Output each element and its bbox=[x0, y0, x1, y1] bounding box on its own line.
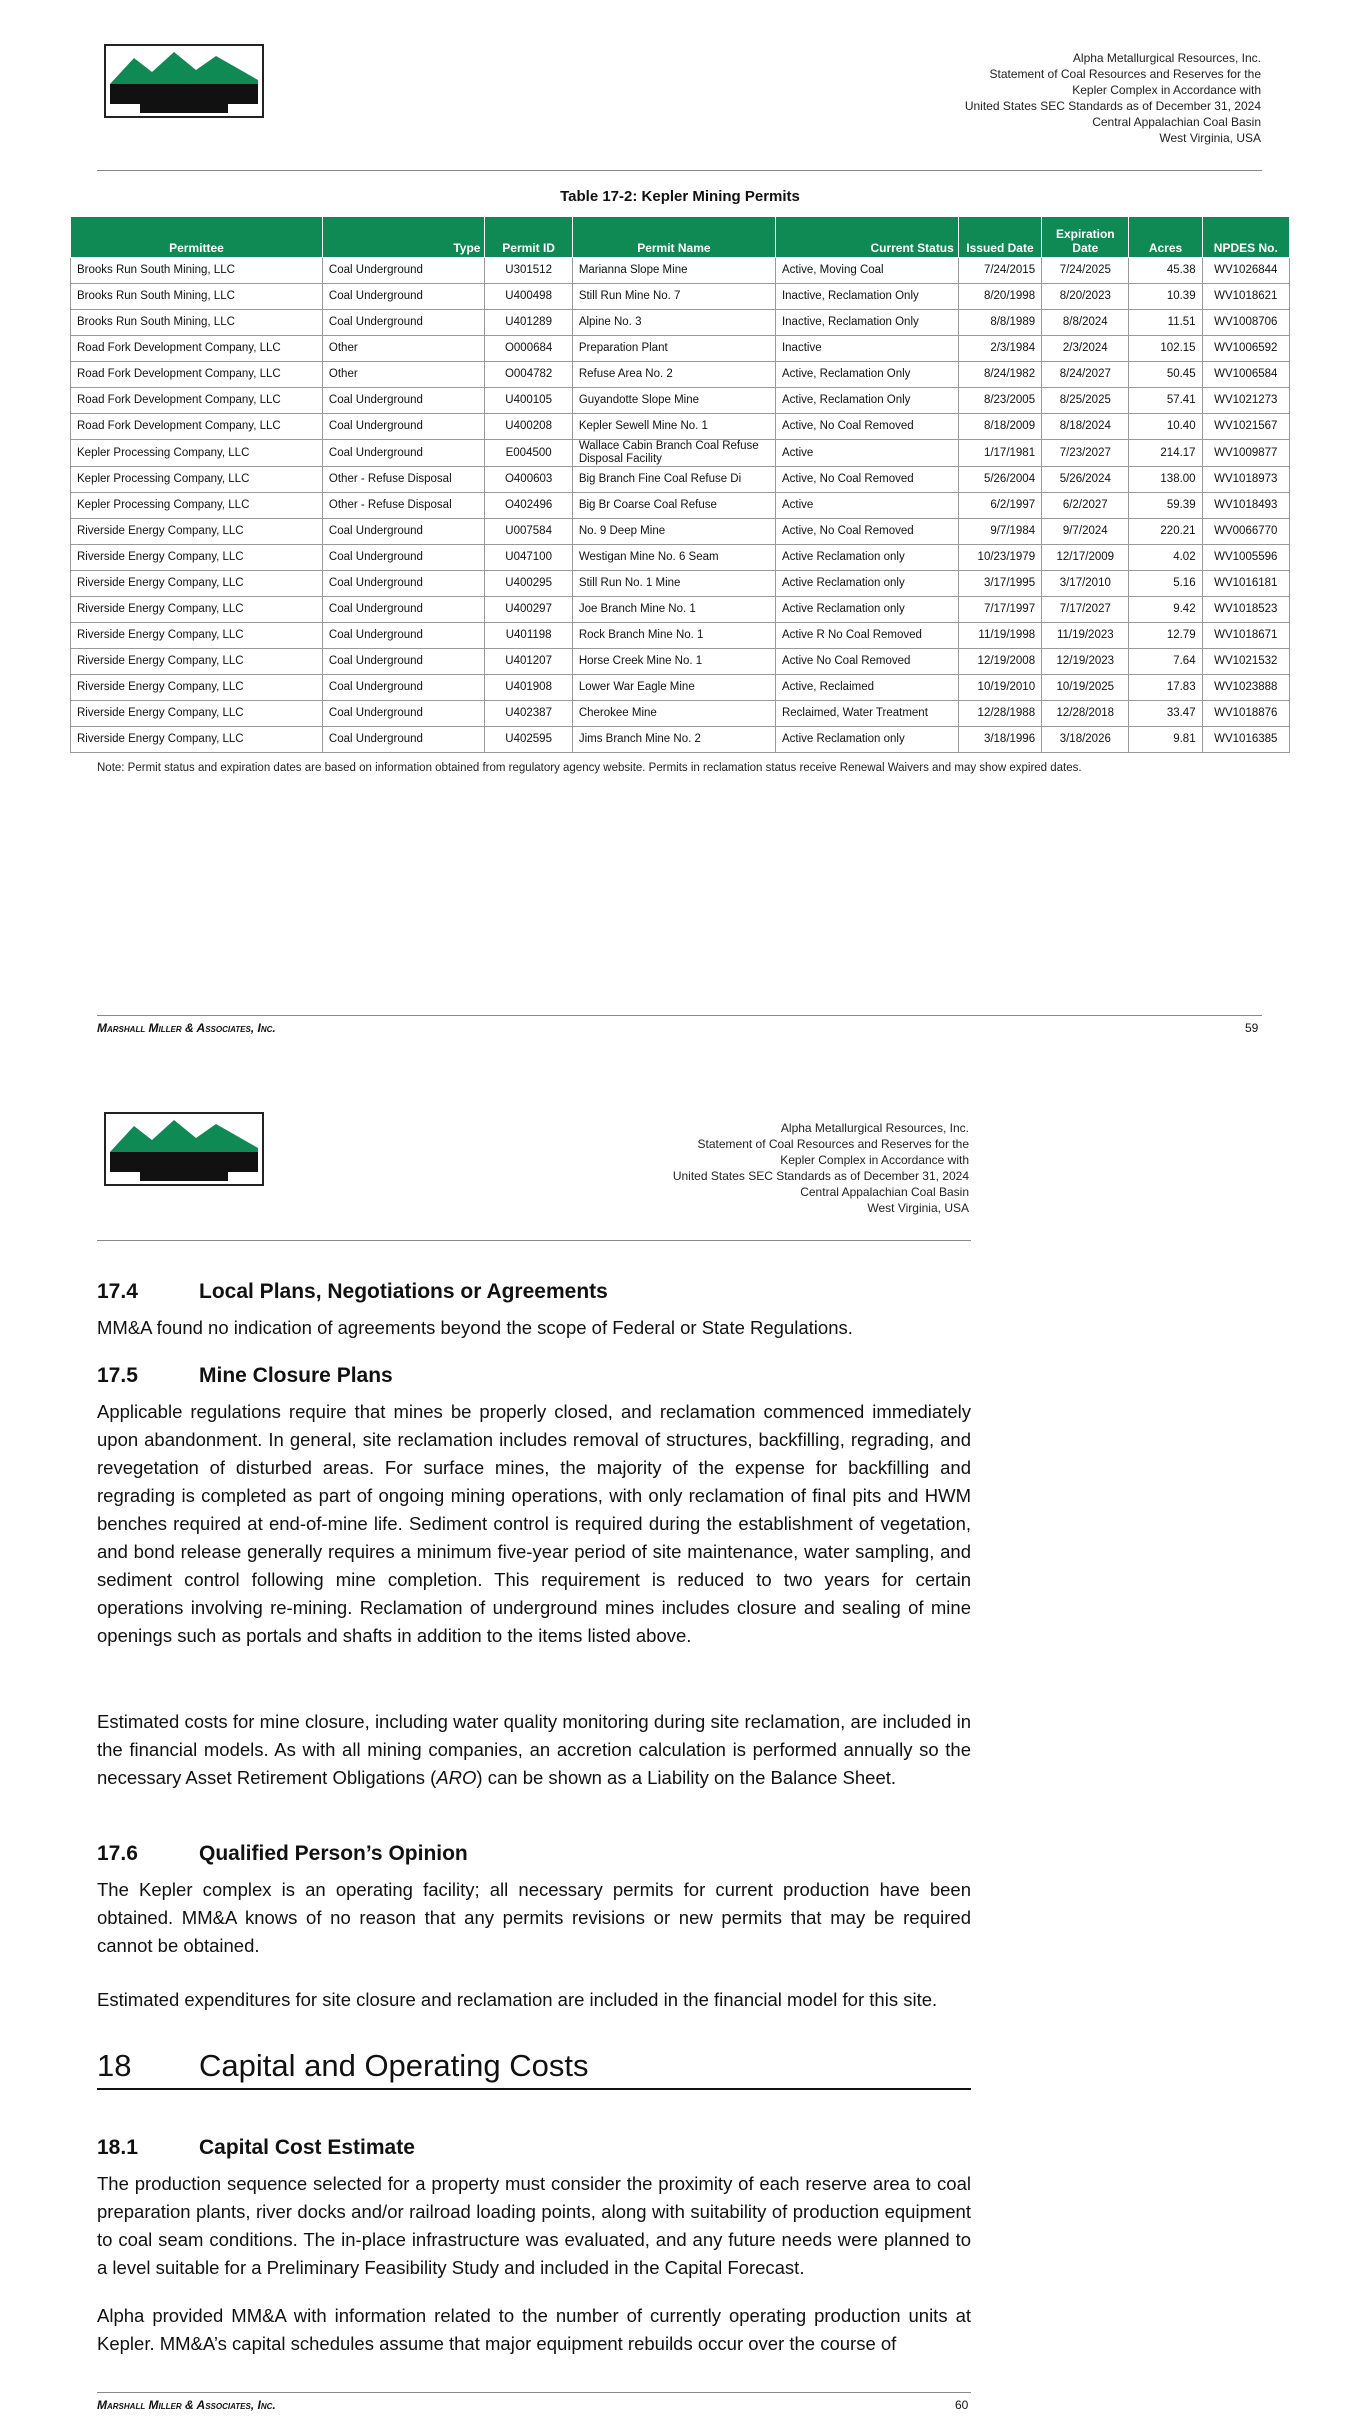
table-row bbox=[71, 701, 1290, 727]
paragraph bbox=[97, 1708, 971, 1792]
cell-npdes: WV1006592 bbox=[1202, 336, 1289, 362]
cell-permittee: Road Fork Development Company, LLC bbox=[71, 414, 323, 440]
cell-npdes: WV1018523 bbox=[1202, 597, 1289, 623]
cell-issued-date: 1/17/1981 bbox=[958, 440, 1041, 467]
cell-expiration-date: 8/18/2024 bbox=[1042, 414, 1129, 440]
cell-acres: 9.42 bbox=[1129, 597, 1202, 623]
cell-permittee: Riverside Energy Company, LLC bbox=[71, 571, 323, 597]
header-line: Statement of Coal Resources and Reserves for the bbox=[989, 67, 1261, 81]
table-row bbox=[71, 571, 1290, 597]
cell-current-status: Active bbox=[775, 440, 958, 467]
cell-acres: 10.40 bbox=[1129, 414, 1202, 440]
text-run: Estimated costs for mine closure, including water quality monitoring during site reclamation, are included in the financial models. As with all mining companies, an accretion calculation is performed annually so the necessary Asset Retirement Obligations ( bbox=[97, 1711, 971, 1788]
cell-npdes: WV1008706 bbox=[1202, 310, 1289, 336]
cell-type: Coal Underground bbox=[322, 623, 485, 649]
cell-npdes: WV1021273 bbox=[1202, 388, 1289, 414]
cell-npdes: WV1005596 bbox=[1202, 545, 1289, 571]
cell-npdes: WV1021532 bbox=[1202, 649, 1289, 675]
cell-acres: 12.79 bbox=[1129, 623, 1202, 649]
paragraph bbox=[97, 1876, 971, 1960]
cell-expiration-date: 7/17/2027 bbox=[1042, 597, 1129, 623]
cell-issued-date: 8/18/2009 bbox=[958, 414, 1041, 440]
cell-npdes: WV1018876 bbox=[1202, 701, 1289, 727]
cell-acres: 50.45 bbox=[1129, 362, 1202, 388]
col-header-acres: Acres bbox=[1129, 217, 1202, 258]
section-title: Mine Closure Plans bbox=[199, 1364, 393, 1387]
cell-type: Coal Underground bbox=[322, 310, 485, 336]
cell-acres: 33.47 bbox=[1129, 701, 1202, 727]
cell-permit-id: O400603 bbox=[485, 467, 572, 493]
cell-acres: 9.81 bbox=[1129, 727, 1202, 753]
cell-expiration-date: 7/23/2027 bbox=[1042, 440, 1129, 467]
cell-issued-date: 8/23/2005 bbox=[958, 388, 1041, 414]
cell-issued-date: 8/24/1982 bbox=[958, 362, 1041, 388]
cell-expiration-date: 8/24/2027 bbox=[1042, 362, 1129, 388]
cell-acres: 45.38 bbox=[1129, 258, 1202, 284]
cell-permit-id: U400297 bbox=[485, 597, 572, 623]
cell-permit-name: Preparation Plant bbox=[572, 336, 775, 362]
footer-company: Marshall Miller & Associates, Inc. bbox=[97, 2398, 276, 2412]
cell-permit-name: No. 9 Deep Mine bbox=[572, 519, 775, 545]
cell-permit-name: Big Br Coarse Coal Refuse bbox=[572, 493, 775, 519]
cell-permittee: Brooks Run South Mining, LLC bbox=[71, 284, 323, 310]
cell-expiration-date: 8/8/2024 bbox=[1042, 310, 1129, 336]
cell-npdes: WV1016385 bbox=[1202, 727, 1289, 753]
cell-permit-id: U402595 bbox=[485, 727, 572, 753]
cell-acres: 59.39 bbox=[1129, 493, 1202, 519]
table-title: Table 17-2: Kepler Mining Permits bbox=[560, 188, 800, 205]
cell-current-status: Active, No Coal Removed bbox=[775, 519, 958, 545]
cell-expiration-date: 5/26/2024 bbox=[1042, 467, 1129, 493]
table-row bbox=[71, 310, 1290, 336]
table-row bbox=[71, 362, 1290, 388]
cell-type: Other - Refuse Disposal bbox=[322, 493, 485, 519]
cell-issued-date: 12/28/1988 bbox=[958, 701, 1041, 727]
header-line: Statement of Coal Resources and Reserves for the bbox=[697, 1137, 969, 1151]
cell-issued-date: 5/26/2004 bbox=[958, 467, 1041, 493]
cell-current-status: Inactive, Reclamation Only bbox=[775, 310, 958, 336]
cell-acres: 17.83 bbox=[1129, 675, 1202, 701]
cell-type: Coal Underground bbox=[322, 284, 485, 310]
cell-npdes: WV1021567 bbox=[1202, 414, 1289, 440]
cell-permit-id: O000684 bbox=[485, 336, 572, 362]
paragraph-text: The production sequence selected for a property must consider the proximity of each reserve area to coal preparation plants, river docks and/or railroad loading points, along with suitability of production equipment to coal seam conditions. The in-place infrastructure was evaluated, and any future needs were planned to a level suitable for a Preliminary Feasibility Study and included in the Capital Forecast. bbox=[97, 2173, 971, 2278]
header-line: United States SEC Standards as of December 31, 2024 bbox=[964, 99, 1261, 113]
header-line: Kepler Complex in Accordance with bbox=[1072, 83, 1261, 97]
cell-permittee: Riverside Energy Company, LLC bbox=[71, 701, 323, 727]
cell-acres: 7.64 bbox=[1129, 649, 1202, 675]
cell-expiration-date: 12/17/2009 bbox=[1042, 545, 1129, 571]
cell-permit-name: Big Branch Fine Coal Refuse Di bbox=[572, 467, 775, 493]
cell-permit-id: U400498 bbox=[485, 284, 572, 310]
section-heading-17-6 bbox=[97, 1842, 468, 1866]
cell-expiration-date: 9/7/2024 bbox=[1042, 519, 1129, 545]
cell-current-status: Active, Reclaimed bbox=[775, 675, 958, 701]
cell-type: Coal Underground bbox=[322, 519, 485, 545]
cell-permittee: Riverside Energy Company, LLC bbox=[71, 519, 323, 545]
cell-type: Other - Refuse Disposal bbox=[322, 467, 485, 493]
cell-npdes: WV1018621 bbox=[1202, 284, 1289, 310]
logo-graphic bbox=[104, 1112, 264, 1186]
col-header-expiration-date: Expiration Date bbox=[1042, 217, 1129, 258]
header-rule bbox=[97, 1240, 971, 1241]
cell-permittee: Riverside Energy Company, LLC bbox=[71, 649, 323, 675]
cell-permittee: Brooks Run South Mining, LLC bbox=[71, 258, 323, 284]
cell-npdes: WV1023888 bbox=[1202, 675, 1289, 701]
col-header-permit-id: Permit ID bbox=[485, 217, 572, 258]
section-number: 17.5 bbox=[97, 1364, 138, 1387]
paragraph bbox=[97, 1398, 971, 1650]
cell-permit-name: Alpine No. 3 bbox=[572, 310, 775, 336]
table-note: Note: Permit status and expiration dates are based on information obtained from regulatory agency website. Permits in reclamation status receive Renewal Waivers and may show expired dates. bbox=[97, 762, 1082, 774]
table-row bbox=[71, 597, 1290, 623]
cell-type: Coal Underground bbox=[322, 597, 485, 623]
cell-type: Coal Underground bbox=[322, 440, 485, 467]
cell-issued-date: 7/24/2015 bbox=[958, 258, 1041, 284]
report-header bbox=[673, 1120, 969, 1216]
table-header-row bbox=[71, 217, 1290, 258]
company-logo bbox=[104, 1112, 264, 1186]
cell-current-status: Active, Reclamation Only bbox=[775, 362, 958, 388]
cell-npdes: WV1016181 bbox=[1202, 571, 1289, 597]
cell-permittee: Road Fork Development Company, LLC bbox=[71, 362, 323, 388]
cell-permit-name: Kepler Sewell Mine No. 1 bbox=[572, 414, 775, 440]
cell-permit-id: O004782 bbox=[485, 362, 572, 388]
cell-npdes: WV1018973 bbox=[1202, 467, 1289, 493]
paragraph-text: Applicable regulations require that mines be properly closed, and reclamation commenced immediately upon abandonment. In general, site reclamation includes removal of structures, backfilling, regrading, and revegetation of disturbed areas. For surface mines, the majority of the expense for backfilling and regrading is completed as part of ongoing mining operations, with only reclamation of final pits and HWM benches required at end-of-mine life. Sediment control is required during the establishment of vegetation, and bond release generally requires a minimum five-year period of site maintenance, water sampling, and sediment control following mine completion. This requirement is reduced to two years for certain operations involving re-mining. Reclamation of underground mines includes closure and sealing of mine openings such as portals and shafts in addition to the items listed above. bbox=[97, 1401, 971, 1646]
cell-permit-name: Lower War Eagle Mine bbox=[572, 675, 775, 701]
cell-expiration-date: 3/17/2010 bbox=[1042, 571, 1129, 597]
header-line: Alpha Metallurgical Resources, Inc. bbox=[780, 1121, 969, 1135]
cell-expiration-date: 8/20/2023 bbox=[1042, 284, 1129, 310]
cell-npdes: WV1018493 bbox=[1202, 493, 1289, 519]
paragraph bbox=[97, 1314, 971, 1342]
section-number: 17.4 bbox=[97, 1280, 138, 1303]
cell-permit-name: Wallace Cabin Branch Coal Refuse Disposal Facility bbox=[572, 440, 775, 467]
cell-permittee: Riverside Energy Company, LLC bbox=[71, 727, 323, 753]
chapter-heading-18 bbox=[97, 2048, 971, 2090]
cell-permit-name: Marianna Slope Mine bbox=[572, 258, 775, 284]
cell-acres: 4.02 bbox=[1129, 545, 1202, 571]
cell-permittee: Kepler Processing Company, LLC bbox=[71, 440, 323, 467]
cell-current-status: Active bbox=[775, 493, 958, 519]
cell-permittee: Brooks Run South Mining, LLC bbox=[71, 310, 323, 336]
cell-issued-date: 6/2/1997 bbox=[958, 493, 1041, 519]
cell-type: Coal Underground bbox=[322, 701, 485, 727]
cell-acres: 138.00 bbox=[1129, 467, 1202, 493]
cell-current-status: Active Reclamation only bbox=[775, 727, 958, 753]
text-run-italic: ARO bbox=[436, 1767, 477, 1788]
cell-issued-date: 10/19/2010 bbox=[958, 675, 1041, 701]
cell-type: Coal Underground bbox=[322, 414, 485, 440]
logo-graphic bbox=[104, 44, 264, 118]
cell-acres: 214.17 bbox=[1129, 440, 1202, 467]
cell-permit-id: U401207 bbox=[485, 649, 572, 675]
permits-table-body bbox=[71, 258, 1290, 753]
cell-acres: 102.15 bbox=[1129, 336, 1202, 362]
cell-type: Other bbox=[322, 336, 485, 362]
cell-current-status: Active, Moving Coal bbox=[775, 258, 958, 284]
cell-permit-name: Still Run No. 1 Mine bbox=[572, 571, 775, 597]
cell-permit-id: U007584 bbox=[485, 519, 572, 545]
cell-current-status: Active, Reclamation Only bbox=[775, 388, 958, 414]
cell-expiration-date: 3/18/2026 bbox=[1042, 727, 1129, 753]
section-title: Capital Cost Estimate bbox=[199, 2136, 415, 2159]
cell-permit-id: U401198 bbox=[485, 623, 572, 649]
cell-type: Coal Underground bbox=[322, 258, 485, 284]
page-59 bbox=[0, 0, 1365, 1080]
text-run: ) can be shown as a Liability on the Balance Sheet. bbox=[476, 1767, 897, 1788]
paragraph bbox=[97, 2302, 971, 2358]
section-heading-17-5 bbox=[97, 1364, 393, 1388]
table-row bbox=[71, 388, 1290, 414]
table-row bbox=[71, 493, 1290, 519]
cell-current-status: Active Reclamation only bbox=[775, 571, 958, 597]
cell-type: Coal Underground bbox=[322, 649, 485, 675]
cell-permit-name: Still Run Mine No. 7 bbox=[572, 284, 775, 310]
section-number: 18.1 bbox=[97, 2136, 138, 2159]
cell-issued-date: 2/3/1984 bbox=[958, 336, 1041, 362]
cell-npdes: WV1018671 bbox=[1202, 623, 1289, 649]
page-number: 60 bbox=[955, 2398, 969, 2412]
cell-permit-name: Westigan Mine No. 6 Seam bbox=[572, 545, 775, 571]
header-line: Alpha Metallurgical Resources, Inc. bbox=[1072, 51, 1261, 65]
table-row bbox=[71, 440, 1290, 467]
cell-npdes: WV0066770 bbox=[1202, 519, 1289, 545]
cell-permittee: Riverside Energy Company, LLC bbox=[71, 545, 323, 571]
table-row bbox=[71, 284, 1290, 310]
table-row bbox=[71, 519, 1290, 545]
cell-issued-date: 8/8/1989 bbox=[958, 310, 1041, 336]
cell-expiration-date: 10/19/2025 bbox=[1042, 675, 1129, 701]
paragraph-text bbox=[97, 1708, 971, 1792]
cell-current-status: Inactive bbox=[775, 336, 958, 362]
cell-permit-name: Jims Branch Mine No. 2 bbox=[572, 727, 775, 753]
cell-type: Coal Underground bbox=[322, 545, 485, 571]
paragraph bbox=[97, 1986, 971, 2014]
cell-type: Coal Underground bbox=[322, 727, 485, 753]
col-header-permittee: Permittee bbox=[71, 217, 323, 258]
table-row bbox=[71, 467, 1290, 493]
page-number: 59 bbox=[1245, 1021, 1259, 1035]
section-title: Local Plans, Negotiations or Agreements bbox=[199, 1280, 608, 1303]
cell-permit-name: Rock Branch Mine No. 1 bbox=[572, 623, 775, 649]
cell-permit-id: O402496 bbox=[485, 493, 572, 519]
cell-permittee: Kepler Processing Company, LLC bbox=[71, 467, 323, 493]
cell-permit-name: Joe Branch Mine No. 1 bbox=[572, 597, 775, 623]
cell-current-status: Inactive, Reclamation Only bbox=[775, 284, 958, 310]
col-header-type: Type bbox=[322, 217, 485, 258]
table-row bbox=[71, 649, 1290, 675]
cell-current-status: Active Reclamation only bbox=[775, 545, 958, 571]
cell-permittee: Road Fork Development Company, LLC bbox=[71, 388, 323, 414]
cell-current-status: Active, No Coal Removed bbox=[775, 467, 958, 493]
col-header-issued-date: Issued Date bbox=[958, 217, 1041, 258]
cell-npdes: WV1009877 bbox=[1202, 440, 1289, 467]
cell-current-status: Active R No Coal Removed bbox=[775, 623, 958, 649]
cell-issued-date: 10/23/1979 bbox=[958, 545, 1041, 571]
cell-expiration-date: 7/24/2025 bbox=[1042, 258, 1129, 284]
cell-issued-date: 9/7/1984 bbox=[958, 519, 1041, 545]
cell-permittee: Riverside Energy Company, LLC bbox=[71, 675, 323, 701]
cell-issued-date: 3/18/1996 bbox=[958, 727, 1041, 753]
chapter-number: 18 bbox=[97, 2048, 132, 2083]
cell-permit-name: Guyandotte Slope Mine bbox=[572, 388, 775, 414]
table-row bbox=[71, 414, 1290, 440]
header-line: Kepler Complex in Accordance with bbox=[780, 1153, 969, 1167]
paragraph-text: Estimated expenditures for site closure and reclamation are included in the financial model for this site. bbox=[97, 1989, 938, 2010]
cell-expiration-date: 11/19/2023 bbox=[1042, 623, 1129, 649]
footer-rule bbox=[97, 1015, 1262, 1016]
cell-permit-name: Refuse Area No. 2 bbox=[572, 362, 775, 388]
cell-permit-id: U301512 bbox=[485, 258, 572, 284]
paragraph-text: Alpha provided MM&A with information related to the number of currently operating production units at Kepler. MM&A’s capital schedules assume that major equipment rebuilds occur over the course of bbox=[97, 2305, 971, 2354]
table-row bbox=[71, 258, 1290, 284]
cell-current-status: Active Reclamation only bbox=[775, 597, 958, 623]
company-logo bbox=[104, 44, 264, 118]
cell-issued-date: 3/17/1995 bbox=[958, 571, 1041, 597]
table-row bbox=[71, 545, 1290, 571]
cell-permit-name: Cherokee Mine bbox=[572, 701, 775, 727]
cell-type: Coal Underground bbox=[322, 388, 485, 414]
cell-acres: 220.21 bbox=[1129, 519, 1202, 545]
page-60 bbox=[0, 1080, 1365, 2420]
table-row bbox=[71, 727, 1290, 753]
cell-permit-id: U047100 bbox=[485, 545, 572, 571]
cell-acres: 5.16 bbox=[1129, 571, 1202, 597]
cell-issued-date: 12/19/2008 bbox=[958, 649, 1041, 675]
cell-expiration-date: 2/3/2024 bbox=[1042, 336, 1129, 362]
cell-acres: 10.39 bbox=[1129, 284, 1202, 310]
cell-permit-name: Horse Creek Mine No. 1 bbox=[572, 649, 775, 675]
cell-issued-date: 8/20/1998 bbox=[958, 284, 1041, 310]
cell-expiration-date: 6/2/2027 bbox=[1042, 493, 1129, 519]
section-number: 17.6 bbox=[97, 1842, 138, 1865]
cell-expiration-date: 12/28/2018 bbox=[1042, 701, 1129, 727]
chapter-title: Capital and Operating Costs bbox=[199, 2048, 589, 2083]
footer-rule bbox=[97, 2392, 971, 2393]
cell-permittee: Riverside Energy Company, LLC bbox=[71, 597, 323, 623]
cell-type: Other bbox=[322, 362, 485, 388]
cell-permit-id: U401289 bbox=[485, 310, 572, 336]
report-header bbox=[965, 50, 1261, 146]
col-header-npdes: NPDES No. bbox=[1202, 217, 1289, 258]
cell-permit-id: U400295 bbox=[485, 571, 572, 597]
cell-acres: 57.41 bbox=[1129, 388, 1202, 414]
header-line: United States SEC Standards as of December 31, 2024 bbox=[672, 1169, 969, 1183]
cell-permittee: Kepler Processing Company, LLC bbox=[71, 493, 323, 519]
section-title: Qualified Person’s Opinion bbox=[199, 1842, 468, 1865]
section-heading-17-4 bbox=[97, 1280, 608, 1304]
cell-permittee: Road Fork Development Company, LLC bbox=[71, 336, 323, 362]
cell-type: Coal Underground bbox=[322, 571, 485, 597]
cell-permit-id: U400208 bbox=[485, 414, 572, 440]
cell-npdes: WV1026844 bbox=[1202, 258, 1289, 284]
table-row bbox=[71, 675, 1290, 701]
header-rule bbox=[97, 170, 1262, 171]
table-row bbox=[71, 623, 1290, 649]
footer-company: Marshall Miller & Associates, Inc. bbox=[97, 1021, 276, 1035]
header-line: West Virginia, USA bbox=[1159, 131, 1261, 145]
cell-expiration-date: 8/25/2025 bbox=[1042, 388, 1129, 414]
cell-npdes: WV1006584 bbox=[1202, 362, 1289, 388]
table-row bbox=[71, 336, 1290, 362]
section-heading-18-1 bbox=[97, 2136, 415, 2160]
col-header-current-status: Current Status bbox=[775, 217, 958, 258]
cell-acres: 11.51 bbox=[1129, 310, 1202, 336]
cell-current-status: Reclaimed, Water Treatment bbox=[775, 701, 958, 727]
cell-issued-date: 7/17/1997 bbox=[958, 597, 1041, 623]
col-header-permit-name: Permit Name bbox=[572, 217, 775, 258]
paragraph bbox=[97, 2170, 971, 2282]
cell-permit-id: E004500 bbox=[485, 440, 572, 467]
permits-table bbox=[70, 216, 1290, 753]
cell-permit-id: U401908 bbox=[485, 675, 572, 701]
paragraph-text: The Kepler complex is an operating facility; all necessary permits for current production have been obtained. MM&A knows of no reason that any permits revisions or new permits that may be required cannot be obtained. bbox=[97, 1879, 971, 1956]
header-line: West Virginia, USA bbox=[867, 1201, 969, 1215]
paragraph-text: MM&A found no indication of agreements beyond the scope of Federal or State Regulations. bbox=[97, 1317, 853, 1338]
header-line: Central Appalachian Coal Basin bbox=[1092, 115, 1261, 129]
header-line: Central Appalachian Coal Basin bbox=[800, 1185, 969, 1199]
cell-current-status: Active, No Coal Removed bbox=[775, 414, 958, 440]
cell-expiration-date: 12/19/2023 bbox=[1042, 649, 1129, 675]
cell-permit-id: U402387 bbox=[485, 701, 572, 727]
cell-permit-id: U400105 bbox=[485, 388, 572, 414]
cell-type: Coal Underground bbox=[322, 675, 485, 701]
cell-current-status: Active No Coal Removed bbox=[775, 649, 958, 675]
cell-permittee: Riverside Energy Company, LLC bbox=[71, 623, 323, 649]
cell-issued-date: 11/19/1998 bbox=[958, 623, 1041, 649]
